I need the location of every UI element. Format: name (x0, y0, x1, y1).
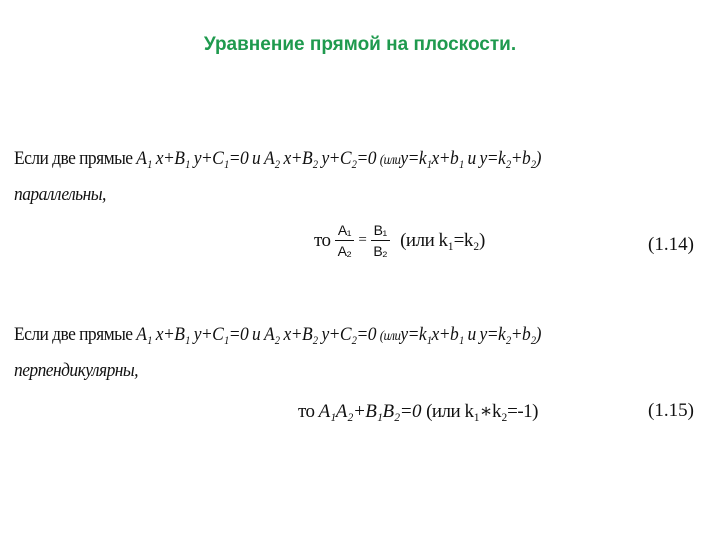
parallel-statement-line (14, 148, 541, 170)
condition-text: перпендикулярны, (14, 360, 138, 381)
line-equation-2: A₂ x+B₂ y+C₂=0 (264, 324, 376, 345)
conjunction: и (252, 324, 261, 345)
alt-equations: y=k₁x+b₁ и y=k₂+b₂) (400, 148, 541, 169)
intro-text: Если две прямые (14, 324, 133, 345)
then-word: то (298, 400, 315, 422)
intro-text: Если две прямые (14, 148, 133, 169)
line-equation-1: A₁ x+B₁ y+C₁=0 (136, 148, 249, 169)
alt-result: (или k₁=k₂) (400, 229, 485, 251)
alt-or-text: (или (379, 329, 401, 344)
result-equation: A₁A₂+B₁B₂=0 (318, 400, 422, 422)
perpendicular-formula (298, 400, 538, 423)
equals-sign: = (358, 232, 367, 248)
fraction-b-numerator: B₁ (371, 222, 390, 241)
then-word: то (314, 229, 331, 251)
condition-text: параллельны, (14, 184, 106, 205)
line-equation-2: A₂ x+B₂ y+C₂=0 (264, 148, 376, 169)
fraction-b-denominator: B₂ (373, 243, 388, 259)
equation-number: (1.14) (648, 234, 694, 255)
alt-result: (или k₁∗k₂=-1) (426, 401, 538, 422)
line-equation-1: A₁ x+B₁ y+C₁=0 (136, 324, 249, 345)
fraction-b (370, 222, 390, 259)
parallel-formula (314, 222, 485, 259)
conjunction: и (252, 148, 261, 169)
fraction-a-numerator: A₁ (335, 222, 354, 241)
perpendicular-statement-line (14, 324, 541, 346)
equation-number: (1.15) (648, 400, 694, 421)
alt-equations: y=k₁x+b₁ и y=k₂+b₂) (400, 324, 541, 345)
slide-title: Уравнение прямой на плоскости. (203, 34, 517, 55)
fraction-a (335, 222, 355, 259)
fraction-a-denominator: A₂ (337, 243, 352, 259)
alt-or-text: (или (379, 153, 401, 168)
